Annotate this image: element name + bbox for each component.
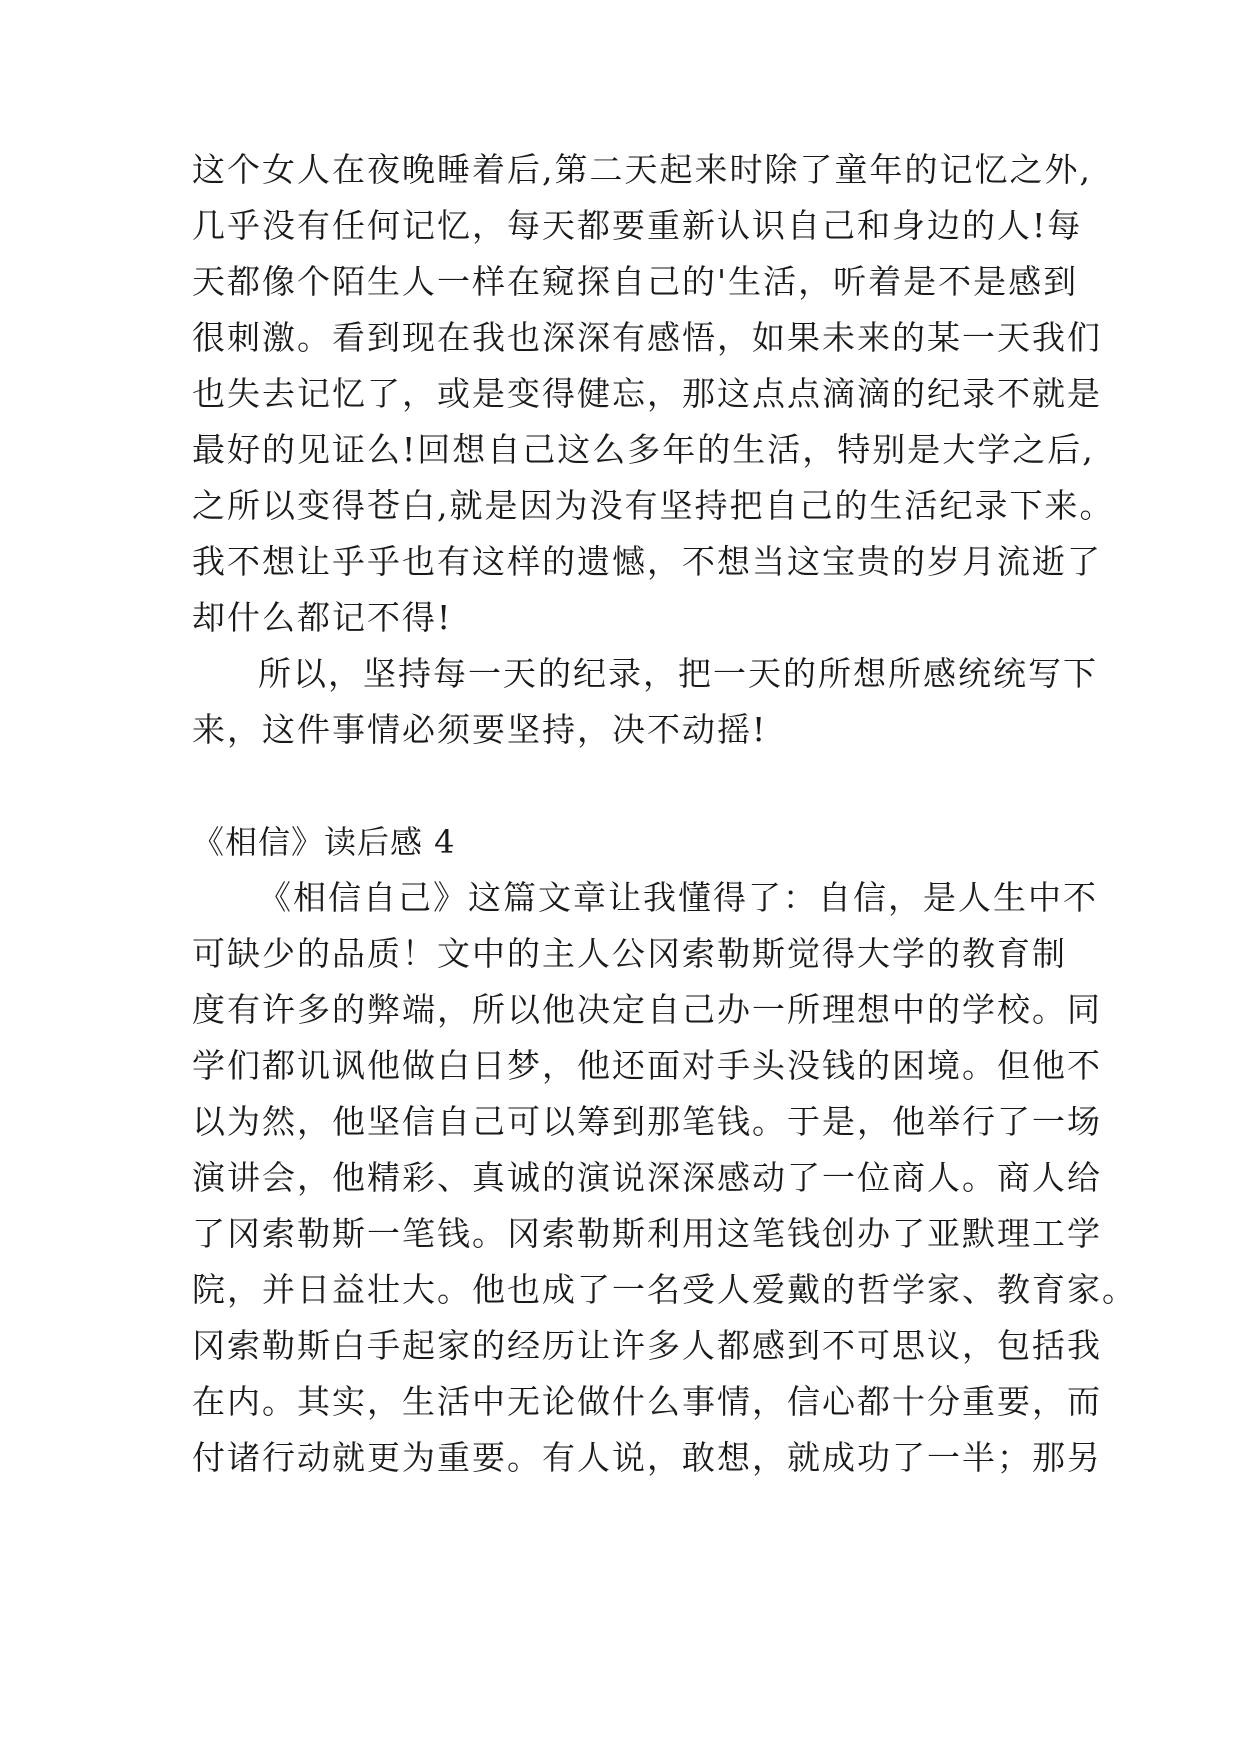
- paragraph-line: 院，并日益壮大。他也成了一名受人爱戴的哲学家、教育家。: [192, 1270, 1137, 1309]
- paragraph-line: 也失去记忆了，或是变得健忘，那这点点滴滴的纪录不就是: [192, 374, 1102, 413]
- paragraph-line: 可缺少的品质！文中的主人公冈索勒斯觉得大学的教育制: [192, 934, 1067, 973]
- paragraph-line: 来，这件事情必须要坚持，决不动摇!: [192, 710, 768, 749]
- paragraph-line: 很刺激。看到现在我也深深有感悟，如果未来的某一天我们: [192, 318, 1102, 357]
- paragraph-line: 冈索勒斯白手起家的经历让许多人都感到不可思议，包括我: [192, 1326, 1102, 1365]
- paragraph-line: 之所以变得苍白,就是因为没有坚持把自己的生活纪录下来。: [192, 486, 1115, 525]
- paragraph-line: 了冈索勒斯一笔钱。冈索勒斯利用这笔钱创办了亚默理工学: [192, 1214, 1102, 1253]
- section-heading: 《相信》读后感 4: [192, 823, 456, 861]
- paragraph-line: 天都像个陌生人一样在窥探自己的'生活，听着是不是感到: [192, 262, 1079, 301]
- paragraph-line: 我不想让乎乎也有这样的遗憾，不想当这宝贵的岁月流逝了: [192, 542, 1102, 581]
- paragraph-line: 学们都讥讽他做白日梦，他还面对手头没钱的困境。但他不: [192, 1046, 1102, 1085]
- paragraph-line: 演讲会，他精彩、真诚的演说深深感动了一位商人。商人给: [192, 1158, 1102, 1197]
- paragraph-line: 度有许多的弊端，所以他决定自己办一所理想中的学校。同: [192, 990, 1102, 1029]
- paragraph-line: 几乎没有任何记忆，每天都要重新认识自己和身边的人!每: [192, 206, 1083, 245]
- paragraph-line: 在内。其实，生活中无论做什么事情，信心都十分重要，而: [192, 1382, 1102, 1421]
- paragraph-line: 以为然，他坚信自己可以筹到那笔钱。于是，他举行了一场: [192, 1102, 1102, 1141]
- paragraph-line: 这个女人在夜晚睡着后,第二天起来时除了童年的记忆之外,: [192, 150, 1092, 189]
- paragraph-line: 《相信自己》这篇文章让我懂得了：自信，是人生中不: [258, 878, 1098, 917]
- paragraph-line: 付诸行动就更为重要。有人说，敢想，就成功了一半；那另: [192, 1438, 1102, 1477]
- paragraph-line: 最好的见证么!回想自己这么多年的生活，特别是大学之后,: [192, 430, 1095, 469]
- paragraph-line: 却什么都记不得!: [192, 598, 453, 637]
- paragraph-line: 所以，坚持每一天的纪录，把一天的所想所感统统写下: [258, 654, 1098, 693]
